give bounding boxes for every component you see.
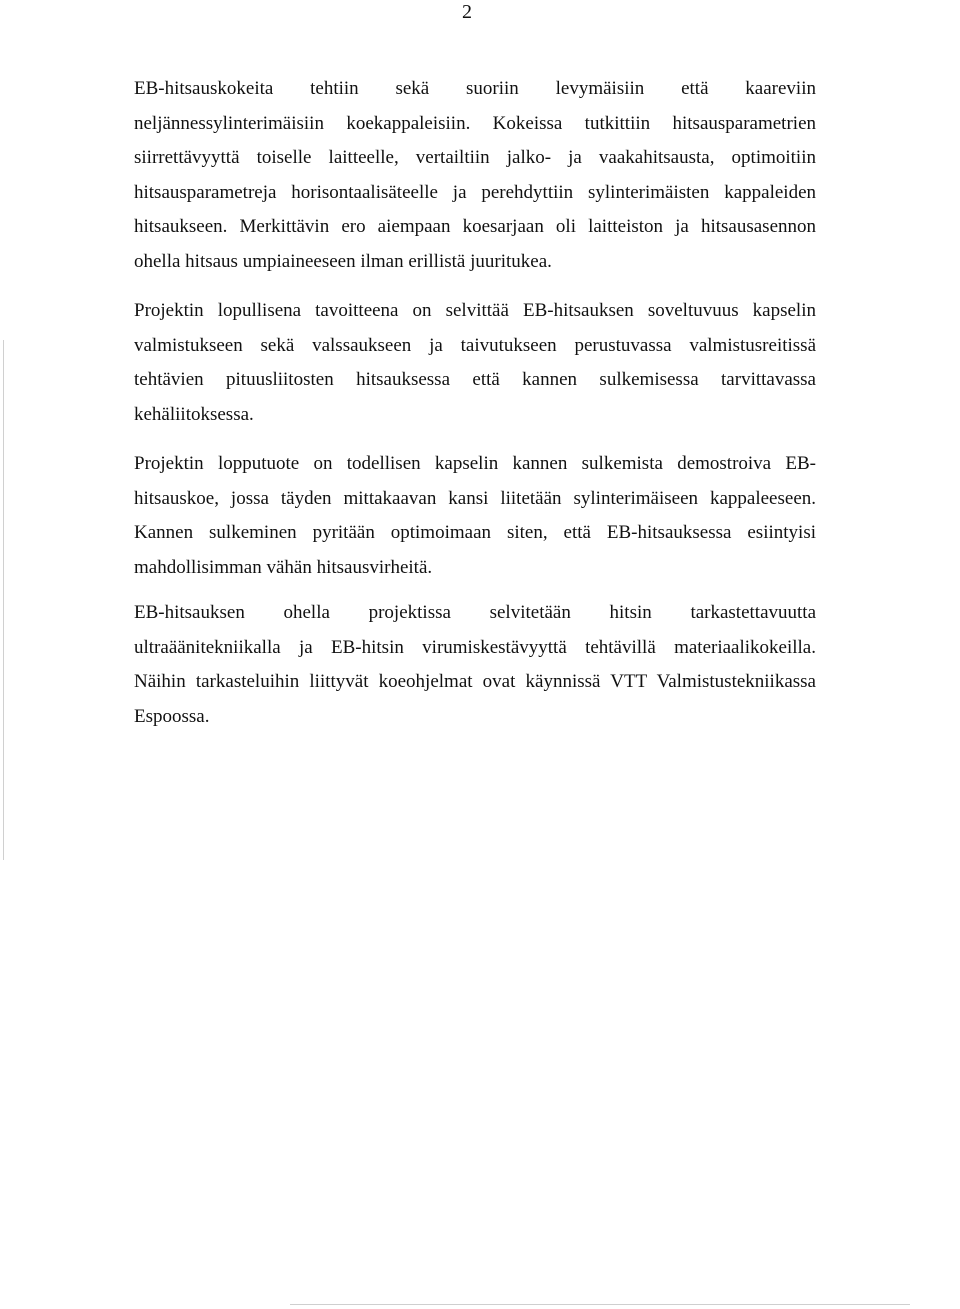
text-line: Espoossa. bbox=[134, 705, 210, 727]
text-line: tehtävien pituusliitosten hitsauksessa että kannen sulkemisessa tarvittavassa bbox=[134, 369, 816, 390]
scan-edge-line bbox=[3, 340, 4, 860]
text-line: kehäliitoksessa. bbox=[134, 403, 254, 425]
text-line: Projektin lopullisena tavoitteena on selvittää EB-hitsauksen soveltuvuus kapselin bbox=[134, 300, 816, 321]
scan-bottom-edge bbox=[290, 1304, 910, 1305]
paragraph-1 bbox=[134, 72, 816, 279]
paragraph-2 bbox=[134, 294, 816, 432]
text-line: ultraäänitekniikalla ja EB-hitsin virumiskestävyyttä tehtävillä materiaalikokeilla. bbox=[134, 636, 816, 658]
text-line: valmistukseen sekä valssaukseen ja taivutukseen perustuvassa valmistusreitissä bbox=[134, 334, 816, 356]
text-line: EB-hitsauskokeita tehtiin sekä suoriin levymäisiin että kaareviin bbox=[134, 78, 816, 99]
text-line: mahdollisimman vähän hitsausvirheitä. bbox=[134, 556, 433, 578]
text-line: EB-hitsauksen ohella projektissa selvitetään hitsin tarkastettavuutta bbox=[134, 602, 816, 623]
text-line: neljännessylinterimäisiin koekappaleisiin. Kokeissa tutkittiin hitsausparametrien bbox=[134, 112, 816, 134]
text-line: Näihin tarkasteluihin liittyvät koeohjelmat ovat käynnissä VTT Valmistustekniikassa bbox=[134, 671, 816, 692]
paragraph-4 bbox=[134, 596, 816, 734]
text-line: Projektin lopputuote on todellisen kapselin kannen sulkemista demostroiva EB- bbox=[134, 453, 816, 474]
page-number: 2 bbox=[462, 1, 472, 23]
text-line: hitsauskoe, jossa täyden mittakaavan kansi liitetään sylinterimäiseen kappaleeseen. bbox=[134, 487, 816, 509]
text-line: siirrettävyyttä toiselle laitteelle, vertailtiin jalko- ja vaakahitsausta, optimoitiin bbox=[134, 147, 816, 168]
text-line: hitsausparametreja horisontaalisäteelle ja perehdyttiin sylinterimäisten kappaleiden bbox=[134, 181, 816, 203]
text-line: Kannen sulkeminen pyritään optimoimaan siten, että EB-hitsauksessa esiintyisi bbox=[134, 522, 816, 543]
text-line: hitsaukseen. Merkittävin ero aiempaan koesarjaan oli laitteiston ja hitsausasennon bbox=[134, 216, 816, 237]
text-line: ohella hitsaus umpiaineeseen ilman erillistä juuritukea. bbox=[134, 250, 552, 272]
paragraph-3 bbox=[134, 447, 816, 585]
